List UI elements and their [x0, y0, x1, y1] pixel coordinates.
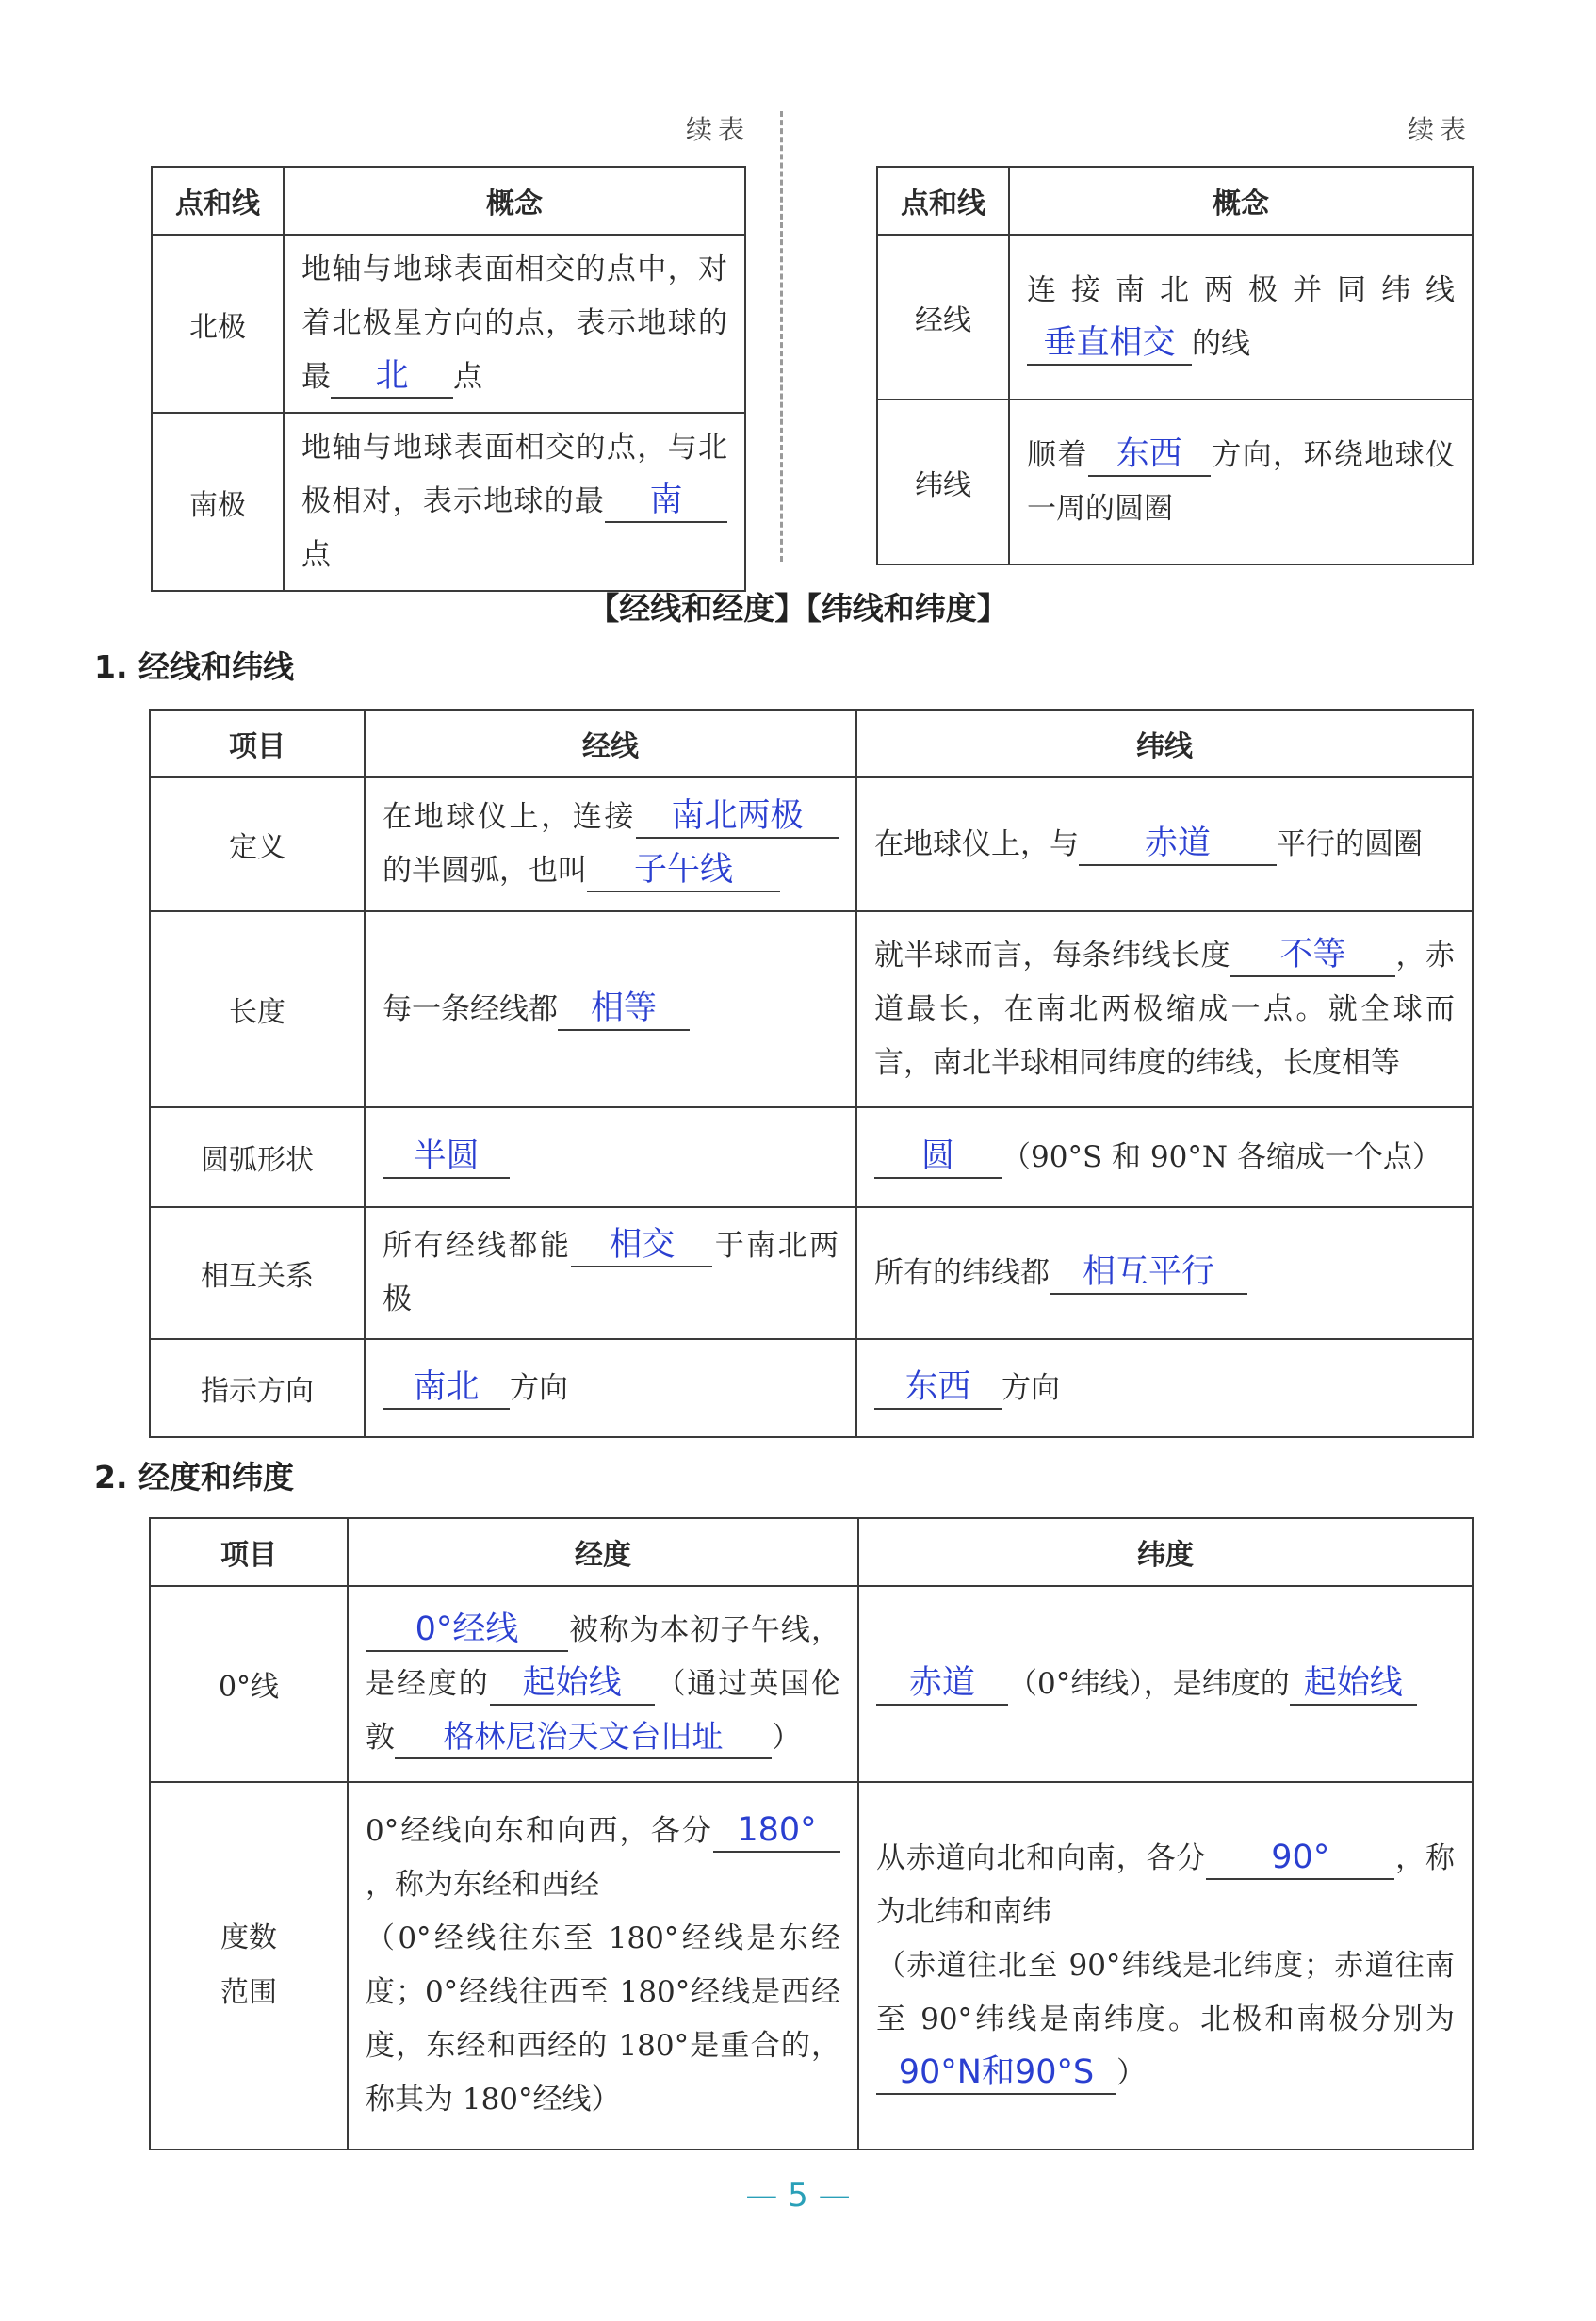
answer-blank: 相互平行 — [1050, 1251, 1247, 1295]
header-concept: 概念 — [1009, 167, 1473, 235]
continued-label-right: 续表 — [1408, 114, 1473, 145]
answer-blank: 相等 — [558, 988, 690, 1031]
section2-title: 2. 经度和纬度 — [94, 1459, 294, 1496]
answer-blank: 起始线 — [1290, 1662, 1417, 1706]
meridian-definition: 在地球仪上，连接 南北两极的半圆弧，也叫 子午线 — [365, 777, 856, 911]
header-parallel: 纬线 — [856, 710, 1473, 777]
header-point-line: 点和线 — [152, 167, 284, 235]
parallel-length: 就半球而言，每条纬线长度 不等 ，赤道最长，在南北两极缩成一点。就全球而言，南北半球相同纬度的纬线，长度相等 — [856, 911, 1473, 1107]
row-name-meridian: 经线 — [877, 235, 1009, 400]
meridian-shape — [365, 1107, 856, 1207]
page-number: — 5 — — [745, 2177, 851, 2215]
concept-south-pole: 地轴与地球表面相交的点，与北极相对，表示地球的最 南点 — [284, 413, 745, 591]
header-longitude: 经度 — [348, 1518, 858, 1586]
answer-blank: 赤道 — [876, 1662, 1008, 1706]
header-point-line: 点和线 — [877, 167, 1009, 235]
longitude-latitude-table — [149, 1517, 1474, 2150]
meridian-direction: 南北 方向 — [365, 1339, 856, 1437]
answer-blank: 北 — [331, 355, 453, 399]
section1-title: 1. 经线和纬线 — [94, 648, 294, 685]
concept-parallel: 顺着 东西 方向，环绕地球仪一周的圆圈 — [1009, 400, 1473, 564]
answer-blank: 半圆 — [383, 1136, 510, 1179]
answer-blank: 圆 — [874, 1136, 1002, 1179]
lines-table — [876, 166, 1474, 565]
header-meridian: 经线 — [365, 710, 856, 777]
answer-blank: 180° — [713, 1809, 840, 1853]
answer-blank: 0°经线 — [366, 1609, 568, 1652]
item-zero-line: 0°线 — [150, 1586, 348, 1782]
parallel-direction: 东西 方向 — [856, 1339, 1473, 1437]
header-concept: 概念 — [284, 167, 745, 235]
item-length: 长度 — [150, 911, 365, 1107]
parallel-shape: 圆 （90°S 和 90°N 各缩成一个点） — [856, 1107, 1473, 1207]
answer-blank: 垂直相交 — [1027, 322, 1192, 366]
meridian-parallel-table — [149, 709, 1474, 1438]
answer-blank: 赤道 — [1079, 823, 1277, 866]
longitude-range: 0°经线向东和向西，各分 180°，称为东经和西经 （0°经线往东至 180°经线是东经度；0°经线往西至 180°经线是西经度，东经和西经的 180°是重合的，称其为 180°经线） — [348, 1782, 858, 2149]
answer-blank: 南北 — [383, 1366, 510, 1410]
answer-blank: 南 — [605, 480, 727, 523]
latitude-range: 从赤道向北和向南，各分 90° ，称为北纬和南纬 （赤道往北至 90°纬线是北纬度；赤道往南至 90°纬线是南纬度。北极和南极分别为90°N和90°S ） — [858, 1782, 1473, 2149]
answer-blank: 90°N和90°S — [876, 2051, 1116, 2095]
header-item: 项目 — [150, 710, 365, 777]
item-arc-shape: 圆弧形状 — [150, 1107, 365, 1207]
answer-blank: 南北两极 — [636, 795, 839, 839]
parallel-definition: 在地球仪上，与 赤道 平行的圆圈 — [856, 777, 1473, 911]
answer-blank: 不等 — [1230, 934, 1395, 977]
row-name-south-pole: 南极 — [152, 413, 284, 591]
longitude-zero-line: 0°经线 被称为本初子午线，是经度的 起始线 （通过英国伦敦 格林尼治天文台旧址 ） — [348, 1586, 858, 1782]
column-divider — [780, 111, 783, 562]
item-degree-range: 度数 范围 — [150, 1782, 348, 2149]
meridian-relation: 所有经线都能 相交 于南北两极 — [365, 1207, 856, 1339]
row-name-north-pole: 北极 — [152, 235, 284, 413]
center-title: 【经线和经度】【纬线和纬度】 — [588, 590, 1008, 627]
answer-blank: 格林尼治天文台旧址 — [395, 1716, 772, 1759]
meridian-length: 每一条经线都 相等 — [365, 911, 856, 1107]
header-item: 项目 — [150, 1518, 348, 1586]
answer-blank: 东西 — [874, 1366, 1002, 1410]
answer-blank: 东西 — [1088, 433, 1211, 477]
parallel-relation: 所有的纬线都 相互平行 — [856, 1207, 1473, 1339]
item-definition: 定义 — [150, 777, 365, 911]
answer-blank: 相交 — [571, 1224, 712, 1267]
header-latitude: 纬度 — [858, 1518, 1473, 1586]
concept-meridian: 连接南北两极并同纬线垂直相交 的线 — [1009, 235, 1473, 400]
row-name-parallel: 纬线 — [877, 400, 1009, 564]
item-direction: 指示方向 — [150, 1339, 365, 1437]
concept-north-pole: 地轴与地球表面相交的点中，对着北极星方向的点，表示地球的最 北 点 — [284, 235, 745, 413]
answer-blank: 90° — [1206, 1837, 1394, 1880]
continued-label-left: 续表 — [686, 114, 751, 145]
answer-blank: 起始线 — [490, 1662, 655, 1706]
poles-table — [151, 166, 746, 592]
latitude-zero-line: 赤道 （0°纬线），是纬度的 起始线 — [858, 1586, 1473, 1782]
answer-blank: 子午线 — [587, 849, 780, 892]
item-relation: 相互关系 — [150, 1207, 365, 1339]
